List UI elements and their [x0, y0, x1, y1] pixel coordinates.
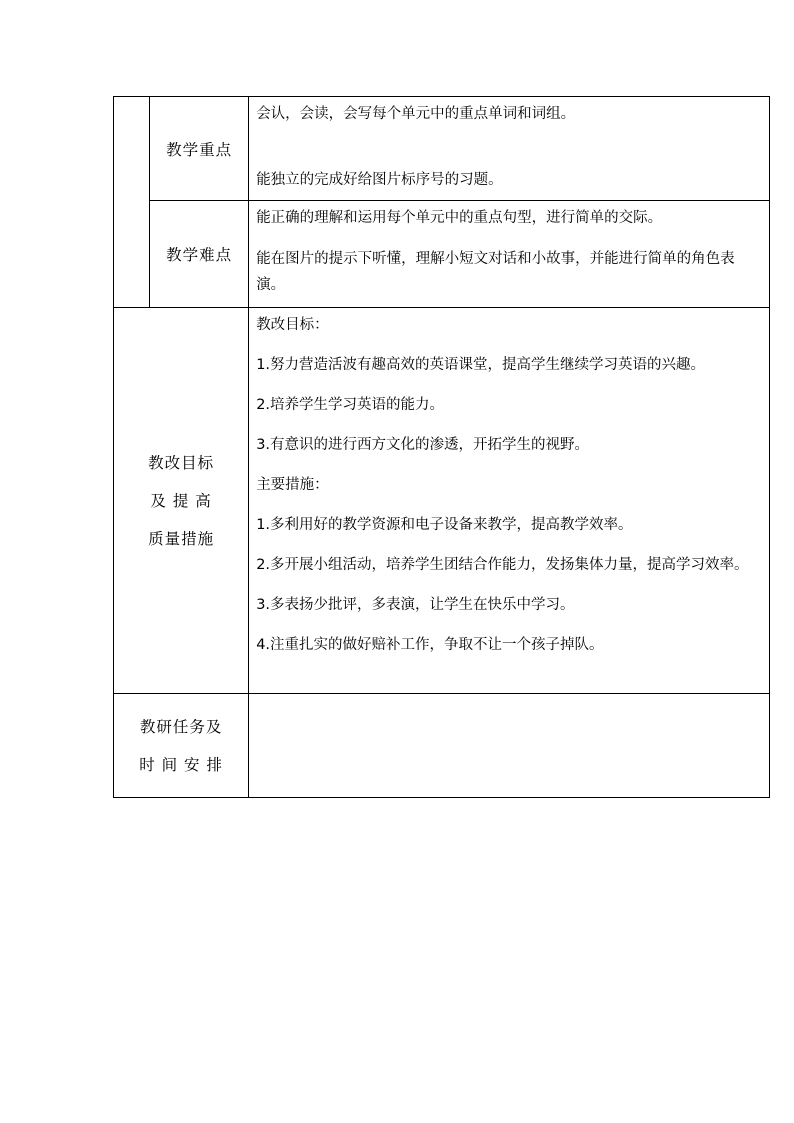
key-points-row	[114, 97, 770, 201]
reform-row	[114, 308, 770, 694]
reform-label-line-2: 及 提 高	[150, 491, 212, 510]
reform-line-5: 主要措施：	[256, 477, 329, 493]
difficulties-label: 教学难点	[166, 246, 233, 264]
difficulties-row	[114, 201, 770, 308]
teaching-plan-table	[113, 96, 770, 798]
reform-line-6: 1.多利用好的教学资源和电子设备来教学，提高教学效率。	[256, 517, 633, 533]
reform-line-9: 4.注重扎实的做好赔补工作，争取不让一个孩子掉队。	[256, 637, 604, 653]
reform-label-cell	[114, 308, 249, 694]
key-points-label-cell	[150, 97, 249, 201]
key-points-label: 教学重点	[166, 140, 233, 159]
merged-left-cell	[114, 97, 150, 308]
reform-content-cell	[249, 308, 770, 694]
difficulties-line-2: 能在图片的提示下听懂，理解小短文对话和小故事，并能进行简单的角色表演。	[256, 251, 735, 293]
research-label-cell	[114, 694, 249, 798]
key-points-line-1: 会认，会读，会写每个单元中的重点单词和词组。	[256, 106, 576, 122]
research-row	[114, 694, 770, 798]
reform-label-line-3: 质量措施	[148, 529, 215, 548]
difficulties-label-cell	[150, 201, 249, 308]
difficulties-content-cell	[249, 201, 770, 308]
difficulties-line-1: 能正确的理解和运用每个单元中的重点句型，进行简单的交际。	[256, 210, 663, 226]
reform-line-7: 2.多开展小组活动，培养学生团结合作能力，发扬集体力量，提高学习效率。	[256, 557, 749, 573]
reform-line-8: 3.多表扬少批评，多表演，让学生在快乐中学习。	[256, 597, 575, 613]
research-content-cell	[249, 694, 770, 798]
reform-line-2: 1.努力营造活波有趣高效的英语课堂，提高学生继续学习英语的兴趣。	[256, 357, 706, 373]
key-points-content-cell	[249, 97, 770, 201]
reform-label-line-1: 教改目标	[148, 453, 215, 472]
reform-line-4: 3.有意识的进行西方文化的渗透，开拓学生的视野。	[256, 437, 590, 453]
research-label-line-2: 时 间 安 排	[139, 755, 223, 774]
key-points-line-2: 能独立的完成好给图片标序号的习题。	[256, 172, 503, 188]
research-label-line-1: 教研任务及	[139, 717, 223, 736]
reform-line-1: 教改目标：	[256, 317, 329, 333]
reform-line-3: 2.培养学生学习英语的能力。	[256, 397, 445, 413]
